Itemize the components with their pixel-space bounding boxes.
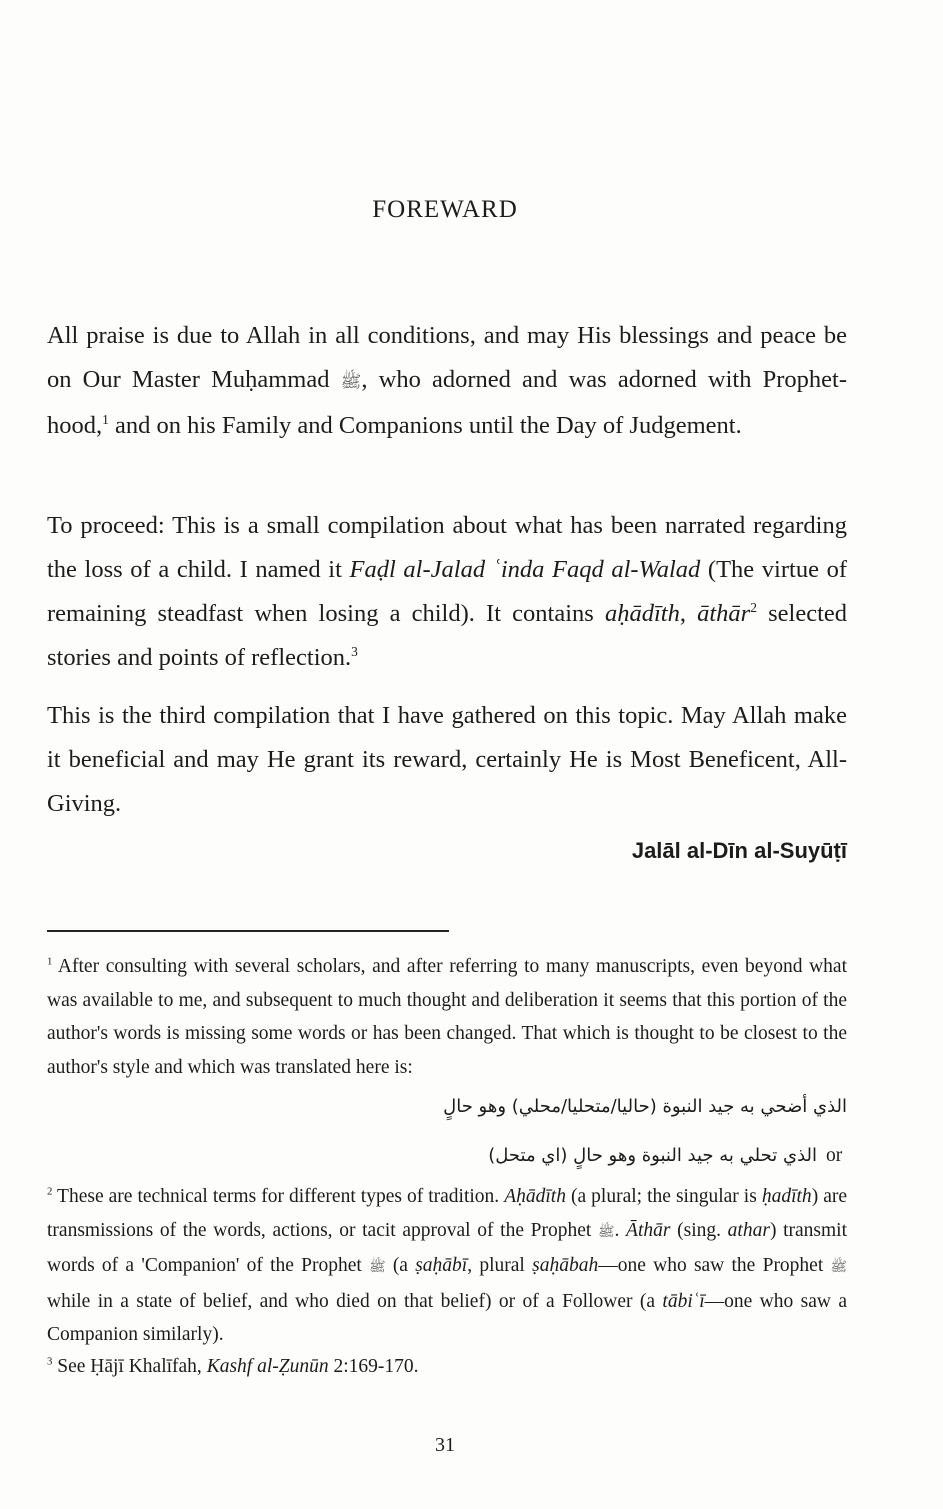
or-label: or bbox=[826, 1145, 843, 1166]
arabic-variant-1: الذي أضحي به جيد النبوة (حاليا/متحليا/محلي) وهو حالٍ bbox=[443, 1096, 847, 1117]
footnote-3: $^3$ See Ḥājī Khalīfah, Kashf al-Ẓunūn 2:169-170. bbox=[47, 1355, 419, 1377]
page-title: FOREWARD bbox=[372, 196, 518, 223]
page-number: 31 bbox=[435, 1434, 455, 1456]
paragraph-proceed: To proceed: This is a small compilation about what has been narrated regarding the loss of a child. I named it Faḍl al-Jalad ʿinda Faqd al-Walad (The virtue of remaining steadfast when losing a child). It contains aḥādīth, āthār$^2$ selected stories and points of reflection.$^3$ bbox=[47, 512, 847, 671]
book-title: Faḍl al-Jalad ʿinda Faqd al-Walad bbox=[349, 556, 701, 583]
footnote-ref-1[interactable]: 1 bbox=[102, 411, 109, 427]
author-signature: Jalāl al-Dīn al-Suyūṭī bbox=[631, 838, 847, 863]
footnote-1: $^1$ After consulting with several scholars, and after referring to many manuscripts, even beyond what was available to me, and subsequent to much thought and deliberation it seems that this portion of the author's words is missing some words or has been changed. That which is thought to be closest to the author's style and which was translated here is: bbox=[47, 955, 847, 1078]
footnote-ref-2[interactable]: 2 bbox=[750, 599, 757, 615]
arabic-variant-2: الذي تحلي به جيد النبوة وهو حالٍ (اي متحل) bbox=[488, 1145, 817, 1166]
footnote-ref-3[interactable]: 3 bbox=[351, 643, 358, 659]
footnote-divider bbox=[47, 930, 449, 932]
honorific-glyph: ﷺ bbox=[340, 372, 362, 392]
paragraph-praise: All praise is due to Allah in all conditions, and may His blessings and peace be on Our Master Muḥammad ﷺ, who adorned and was adorned with Prophet-hood,$^1$ and on his Family and Companions until the Day of Judgement. bbox=[47, 322, 847, 439]
footnote-2: $^2$ These are technical terms for different types of tradition. Aḥādīth (a plural; the singular is ḥadīth) are transmissions of the words, actions, or tacit approval of the Prophet ﷺ. Āthār (sing. athar) transmit words of a 'Companion' of the Prophet ﷺ (a ṣaḥābī, plural ṣaḥābah—one who saw the Prophet ﷺ while in a state of belief, and who died on that belief) or of a Follower (a tābiʿī—one who saw a Companion similarly). bbox=[47, 1185, 848, 1345]
paragraph-third-compilation: This is the third compilation that I have gathered on this topic. May Allah make it beneficial and may He grant its reward, certainly He is Most Beneficent, All-Giving. bbox=[47, 702, 847, 817]
